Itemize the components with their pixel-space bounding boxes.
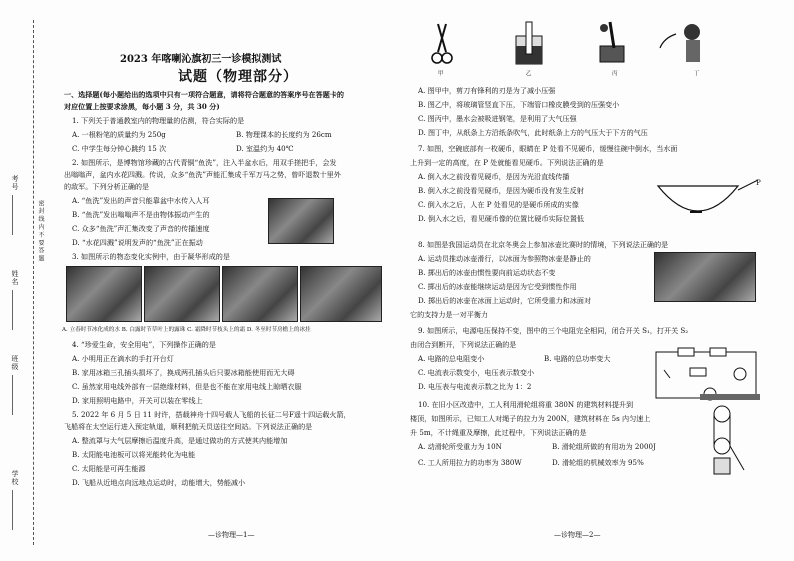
binding-margin: [0, 0, 44, 561]
q4-option-d: D. 家用照明电路中，开关可以装在零线上: [72, 396, 203, 405]
exam-no-label: 考号: [11, 175, 19, 191]
bowl-diagram: [654, 176, 764, 230]
q3-photo-c: [222, 266, 298, 322]
pulley-diagram: [700, 394, 760, 484]
q1-option-d: D. 室温约为 40℃: [236, 144, 294, 153]
q1-option-a: A. 一根粉笔的质量约为 250g: [72, 130, 166, 139]
q10-option-b: B. 滑轮组所做的有用功为 2000J: [552, 442, 656, 451]
q9-option-b: B. 电路的总功率变大: [544, 354, 611, 363]
q9-option-d: D. 电压表与电流表示数之比为 1：2: [418, 382, 532, 391]
q8-option-a: A. 运动员推动冰壶滑行，以冰面为参照物冰壶是静止的: [418, 254, 591, 263]
q2-option-d: D. “水花四溅”说明发声的“鱼洗”正在振动: [72, 238, 203, 247]
q4-option-a: A. 小明用正在滴水的手打开台灯: [72, 354, 174, 363]
class-line: [12, 375, 13, 415]
q7-stem-1: 7. 如图，空碗底部有一枚硬币，眼睛在 P 处看不见硬币，缓慢往碗中倒水，当水面: [418, 144, 678, 153]
school-label: 学校: [11, 470, 19, 486]
pen-ink-icon: [600, 22, 624, 62]
q9-stem-2: 由闭合到断开，下列说法正确的是: [410, 340, 517, 349]
exam-subtitle: 试题（物理部分）: [178, 69, 298, 85]
q8-stem: 8. 如图是我国运动员在北京冬奥会上参加冰壶比赛时的情境，下列说法正确的是: [418, 240, 669, 249]
fig-label-ding: 丁: [694, 71, 700, 77]
q1-option-c: C. 中学生每分钟心跳约 15 次: [72, 144, 167, 153]
q2-stem-3: 的敌军。下列分析正确的是: [64, 182, 150, 191]
q5-option-a: A. 整流罩与大气层摩擦后温度升高，是通过做功的方式使其内能增加: [72, 436, 288, 445]
fig-label-jia: 甲: [438, 71, 444, 77]
q8-option-c: C. 掷出后的冰壶能继续运动是因为它受到惯性作用: [418, 282, 577, 291]
q5-option-b: B. 太阳能电池板可以将光能转化为电能: [72, 450, 196, 459]
point-p-label: P: [756, 178, 761, 187]
page-2: [404, 0, 784, 561]
school-line: [12, 490, 13, 530]
q4-option-b: B. 家用冰箱三孔插头损坏了，换成两孔插头后只要冰箱能使用而无大碍: [72, 368, 295, 377]
q10-option-c: C. 工人所用拉力的功率为 380W: [418, 458, 522, 467]
q7-option-b: B. 倒入水之前没看见硬币，是因为硬币没有发生反射: [418, 186, 584, 195]
exam-title: 2023 年喀喇沁旗初三一诊模拟测试: [120, 54, 282, 65]
fig-label-yi: 乙: [526, 71, 532, 77]
q4-stem: 4. “珍爱生命，安全用电”，下列操作正确的是: [72, 340, 216, 349]
q2-stem-1: 2. 如图所示，是博物馆珍藏的古代青铜“鱼洗”，注入半盆水后，用双手搓把手，会发: [72, 158, 337, 167]
beaker-icon: [516, 22, 542, 64]
q3-options: A. 立春时节冰化成的水 B. 白露时节草叶上的露珠 C. 霜降时节枝头上的霜 D. 冬至时节房檐上的冰挂: [62, 327, 311, 333]
q10-stem-3: 升 5m，不计绳重及摩擦，此过程中，下列说法正确的是: [410, 428, 587, 437]
q5-option-c: C. 太阳能是可再生能源: [72, 464, 146, 473]
q6-option-b: B. 图乙中，将玻璃管竖直下压，下端管口橡皮膜受到的压强变小: [418, 100, 620, 109]
q6-figures: [424, 18, 764, 78]
q6-option-c: C. 图丙中，墨水会被吸进钢笔，是利用了大气压强: [418, 114, 577, 123]
q2-option-c: C. 众多“鱼洗”声汇集改变了声音的传播速度: [72, 224, 210, 233]
q3-stem: 3. 如图所示的物态变化实例中，由于凝华形成的是: [72, 252, 230, 261]
section-instructions-1: 一、选择题(每小题给出的选项中只有一项符合题意，请将符合题意的答案序号在答题卡的: [64, 90, 345, 99]
q6-option-d: D. 图丁中，从纸条上方沿纸条吹气，此时纸条上方的气压大于下方的气压: [418, 128, 648, 137]
q10-stem-2: 楼顶，如图所示，已知工人对绳子的拉力为 200N，建筑材料在 5s 内匀速上: [410, 414, 651, 423]
bronze-basin-photo: [268, 198, 334, 244]
q4-option-c: C. 虽然家用电线外部有一层绝缘材料，但是也不能在家用电线上晾晒衣服: [72, 382, 302, 391]
q6-option-a: A. 图甲中，剪刀有锋利的刃是为了减小压强: [418, 86, 556, 95]
q8-option-b: B. 掷出后的冰壶由惯性要向前运动状态不变: [418, 268, 556, 277]
class-label: 班级: [11, 355, 19, 371]
q8-option-d: D. 掷出后的冰壶在冰面上运动时，它所受重力和冰面对: [418, 296, 592, 305]
name-label: 姓名: [11, 270, 19, 286]
q7-option-a: A. 倒入水之前没看见硬币，是因为光沿直线传播: [418, 172, 570, 181]
q5-stem-1: 5. 2022 年 6 月 5 日 11 时许，搭载神舟十四号载人飞船的长征二号F遥十四运载火箭，: [72, 410, 351, 419]
q2-option-b: B. “鱼洗”发出嗡嗡声不是由物体振动产生的: [72, 210, 210, 219]
q8-option-d-cont: 它的支持力是一对平衡力: [410, 310, 489, 319]
q5-stem-2: 飞船将在太空运行进入预定轨道，顺利把航天员送往空间站。下列说法正确的是: [64, 422, 313, 431]
boy-blowing-icon: [660, 24, 700, 62]
q7-option-c: C. 倒入水之后，人在 P 处看见的是硬币所成的实像: [418, 200, 579, 209]
page-2-footer: —诊物理—2—: [554, 531, 601, 539]
q10-stem-1: 10. 在旧小区改造中，工人利用滑轮组将重 380N 的建筑材料提升到: [418, 400, 634, 409]
page-1-footer: —诊物理—1—: [208, 531, 255, 539]
q5-option-d: D. 飞船从近地点向远地点运动时，动能增大，势能减小: [72, 478, 246, 487]
q3-photo-d: [300, 266, 382, 322]
q7-option-d: D. 倒入水之后，看见硬币像的位置比硬币实际位置低: [418, 214, 585, 223]
q10-option-d: D. 滑轮组的机械效率为 95%: [552, 458, 644, 467]
page-1: [58, 0, 390, 561]
q9-stem-1: 9. 如图所示，电源电压保持不变，图中的三个电阻完全相同，闭合开关 S₁，打开关 S₂: [418, 326, 689, 335]
q1-option-b: B. 物理课本的长度约为 26cm: [236, 130, 332, 139]
q1-stem: 1. 下列关于普通教室内的物理量的估测，符合实际的是: [72, 116, 245, 125]
q3-photo-b: [144, 266, 220, 322]
section-instructions-2: 对应位置上按要求涂黑，每小题 3 分，共 30 分): [64, 102, 220, 111]
q3-photo-a: [66, 266, 142, 322]
exam-no-line: [12, 195, 13, 235]
q10-option-a: A. 动滑轮所受重力为 10N: [418, 442, 502, 451]
seal-line: [33, 20, 34, 545]
seal-text: 密 封 线 内 不 要 答 题: [37, 200, 44, 262]
q9-option-c: C. 电流表示数变小，电压表示数变小: [418, 368, 535, 377]
q2-stem-2: 出嗡嗡声，盆内水花四溅。传说，众多“鱼洗”声能汇集成千军万马之势，曾吓退数十里外: [64, 170, 341, 179]
fig-label-bing: 丙: [612, 71, 618, 77]
scissors-icon: [432, 24, 452, 63]
q7-stem-2: 上升到一定的高度，在 P 处就能看见硬币。下列说法正确的是: [410, 158, 604, 167]
curling-photo: [654, 252, 756, 302]
q9-option-a: A. 电路的总电阻变小: [418, 354, 485, 363]
q2-option-a: A. “鱼洗”发出的声音只能靠盆中水传入人耳: [72, 196, 210, 205]
name-line: [12, 290, 13, 330]
